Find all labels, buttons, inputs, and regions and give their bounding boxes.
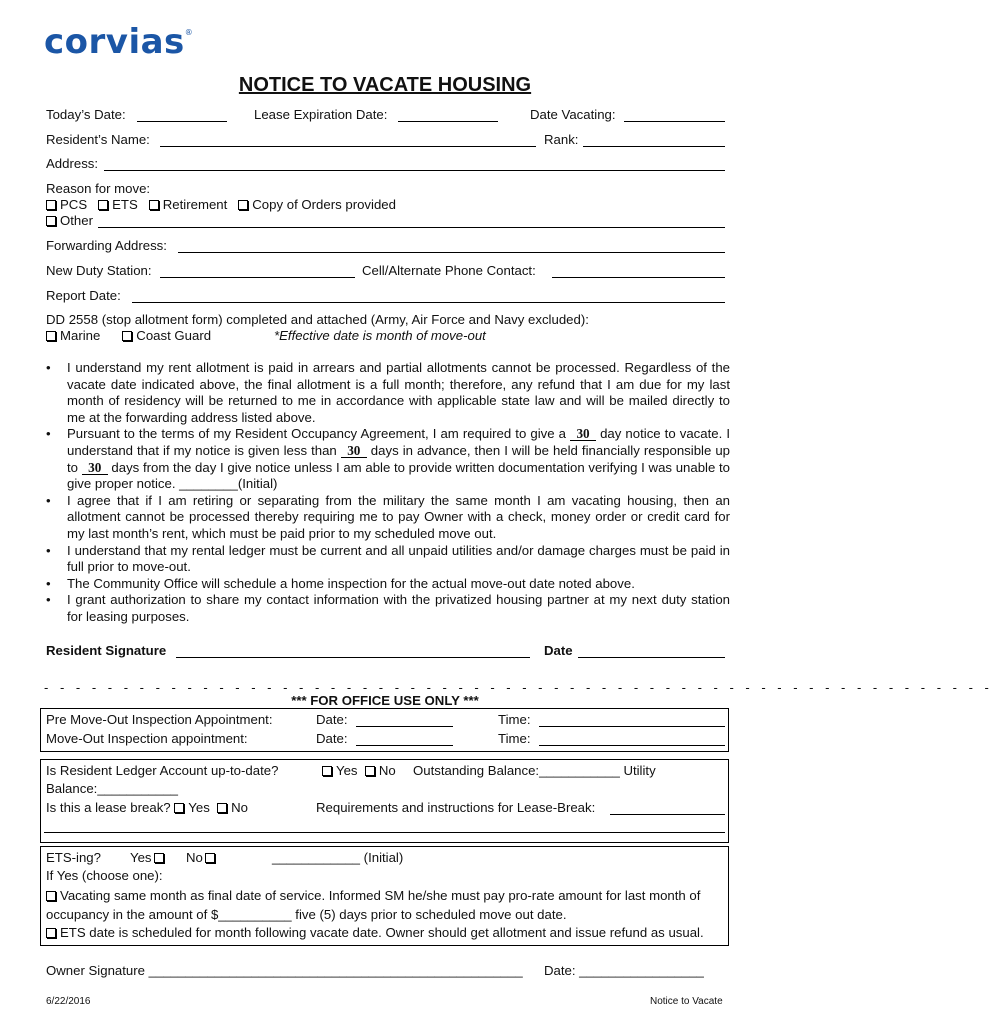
ets-no-option <box>186 850 219 865</box>
marine-label: Marine <box>60 328 101 343</box>
copy-orders-checkbox[interactable] <box>238 200 248 210</box>
terms-list <box>46 360 730 626</box>
resident-name-label: Resident’s Name: <box>46 132 150 147</box>
effective-note: *Effective date is month of move-out <box>274 328 486 343</box>
pre-moveout-label: Pre Move-Out Inspection Appointment: <box>46 712 273 727</box>
reason-options <box>46 197 396 212</box>
cut-line: - - - - - - - - - - - - - - - - - - - - - - - - - - - - - - - - - - - - - - - - - - - - - - - - - - - - - - - - - - - - <box>44 680 993 695</box>
moveout-date-label: Date: <box>316 731 348 746</box>
ets-no-checkbox[interactable] <box>205 853 215 863</box>
lease-break-no-label: No <box>231 800 248 815</box>
ledger-no-label: No <box>378 763 396 778</box>
owner-signature: Owner Signature ___________________________________________________ <box>46 963 523 978</box>
marine-checkbox[interactable] <box>46 331 56 341</box>
ets-option-2 <box>46 925 730 940</box>
signature-date-field[interactable] <box>578 657 725 658</box>
lease-break-requirements-field[interactable] <box>610 814 725 815</box>
moveout-label: Move-Out Inspection appointment: <box>46 731 248 746</box>
ets-ing-label: ETS-ing? <box>46 850 101 865</box>
cell-phone-label: Cell/Alternate Phone Contact: <box>362 263 536 278</box>
dd2558-options <box>46 328 211 343</box>
outstanding-balance: Outstanding Balance:___________ Utility <box>413 763 656 778</box>
ets-yes-option <box>130 850 168 865</box>
footer-title: Notice to Vacate <box>650 996 723 1007</box>
other-checkbox[interactable] <box>46 216 56 226</box>
lease-break-yes-checkbox[interactable] <box>174 803 184 813</box>
logo-text: corvias <box>44 22 185 62</box>
ets-option-2-text: ETS date is scheduled for month following vacate date. Owner should get allotment and issue refund as usual. <box>60 925 704 940</box>
footer-date: 6/22/2016 <box>46 996 91 1007</box>
ets-label: ETS <box>112 197 138 212</box>
dd2558-text: DD 2558 (stop allotment form) completed and attached (Army, Air Force and Navy excluded): <box>46 312 589 327</box>
reason-label: Reason for move: <box>46 181 151 196</box>
corvias-logo <box>44 22 193 62</box>
pre-moveout-time-field[interactable] <box>539 726 725 727</box>
cell-phone-field[interactable] <box>552 277 725 278</box>
address-label: Address: <box>46 156 99 171</box>
pre-moveout-date-label: Date: <box>316 712 348 727</box>
report-date-label: Report Date: <box>46 288 121 303</box>
date-vacating-label: Date Vacating: <box>530 107 616 122</box>
pcs-label: PCS <box>60 197 88 212</box>
responsible-days-value: 30 <box>82 462 108 475</box>
ets-yes-label: Yes <box>130 850 152 865</box>
owner-date: Date: _________________ <box>544 963 704 978</box>
resident-signature-label: Resident Signature <box>46 643 167 658</box>
term-ledger: • I understand that my rental ledger must be current and all unpaid utilities and/or damage charges must be paid in full prior to move-out. <box>46 543 730 576</box>
resident-signature-field[interactable] <box>176 657 530 658</box>
term-authorization: • I grant authorization to share my contact information with the privatized housing partner at my next duty station for leasing purposes. <box>46 592 730 625</box>
lease-break-requirements-line-2[interactable] <box>44 832 725 833</box>
other-option <box>46 213 93 228</box>
pcs-checkbox[interactable] <box>46 200 56 210</box>
todays-date-label: Today’s Date: <box>46 107 126 122</box>
ledger-yes-checkbox[interactable] <box>322 766 332 776</box>
todays-date-field[interactable] <box>137 121 227 122</box>
coast-guard-checkbox[interactable] <box>122 331 132 341</box>
notice-days-value: 30 <box>570 428 596 441</box>
ets-yes-checkbox[interactable] <box>154 853 164 863</box>
ledger-question: Is Resident Ledger Account up-to-date? <box>46 763 279 778</box>
new-duty-label: New Duty Station: <box>46 263 152 278</box>
report-date-field[interactable] <box>132 302 725 303</box>
ets-no-label: No <box>186 850 203 865</box>
moveout-time-label: Time: <box>498 731 531 746</box>
office-use-header: *** FOR OFFICE USE ONLY *** <box>291 693 479 708</box>
lease-break-yes-label: Yes <box>188 800 210 815</box>
new-duty-field[interactable] <box>160 277 355 278</box>
term-notice <box>46 426 730 492</box>
ets-option-1 <box>46 886 730 924</box>
ets-option-1-checkbox[interactable] <box>46 891 56 901</box>
moveout-date-field[interactable] <box>356 745 453 746</box>
ets-checkbox[interactable] <box>98 200 108 210</box>
other-label: Other <box>60 213 93 228</box>
utility-balance: Balance:___________ <box>46 781 178 796</box>
logo-trademark: ® <box>184 28 194 37</box>
copy-orders-label: Copy of Orders provided <box>252 197 396 212</box>
coast-guard-label: Coast Guard <box>136 328 212 343</box>
moveout-time-field[interactable] <box>539 745 725 746</box>
pre-moveout-date-field[interactable] <box>356 726 453 727</box>
address-field[interactable] <box>104 170 725 171</box>
lease-break-question: Is this a lease break? <box>46 800 171 815</box>
term-notice-text-3: days in advance, then I will be held financially responsible up to <box>67 442 730 475</box>
forwarding-field[interactable] <box>178 252 725 253</box>
term-notice-text-2: day notice to vacate. I understand that if my notice is given less than <box>67 426 730 458</box>
term-allotment: • I understand my rent allotment is paid in arrears and partial allotments cannot be processed. Regardless of the vacate date indicated above, the final allotment is a full month; therefore, any refund that I am due for my last month of residency will be returned to me in accordance with applicable state law and will be mailed directly to me at the forwarding address listed above. <box>46 360 730 426</box>
signature-date-label: Date <box>544 643 573 658</box>
lease-expiration-field[interactable] <box>398 121 498 122</box>
term-inspection: • The Community Office will schedule a home inspection for the actual move-out date noted above. <box>46 576 730 593</box>
term-retiring: • I agree that if I am retiring or separating from the military the same month I am vacating housing, then an allotment cannot be processed thereby requiring me to pay Owner with a check, money order or credit card for my last month’s rent, which must be paid prior to my scheduled move out. <box>46 493 730 543</box>
pre-moveout-time-label: Time: <box>498 712 531 727</box>
ets-initial: ____________ (Initial) <box>272 850 404 865</box>
ets-option-2-checkbox[interactable] <box>46 928 56 938</box>
advance-days-value: 30 <box>341 445 367 458</box>
forwarding-label: Forwarding Address: <box>46 238 167 253</box>
ledger-no-checkbox[interactable] <box>365 766 375 776</box>
term-notice-text-4: days from the day I give notice unless I am able to provide written documentation verifying I was unable to give proper notice. ________(Initial) <box>67 459 730 492</box>
term-notice-text-1: Pursuant to the terms of my Resident Occupancy Agreement, I am required to give a <box>67 426 571 442</box>
lease-expiration-label: Lease Expiration Date: <box>254 107 388 122</box>
other-field[interactable] <box>98 227 725 228</box>
ledger-options <box>322 763 396 778</box>
page-title: NOTICE TO VACATE HOUSING <box>238 74 532 96</box>
lease-break-row <box>46 800 248 815</box>
ledger-yes-label: Yes <box>336 763 358 778</box>
ets-option-1-text: Vacating same month as final date of service. Informed SM he/she must pay pro-rate amount for last month of occupancy in the amount of $__________ five (5) days prior to scheduled move out date. <box>46 888 701 922</box>
retirement-checkbox[interactable] <box>149 200 159 210</box>
retirement-label: Retirement <box>162 197 228 212</box>
lease-break-requirements-label: Requirements and instructions for Lease-Break: <box>316 800 596 815</box>
if-yes-label: If Yes (choose one): <box>46 868 163 883</box>
date-vacating-field[interactable] <box>624 121 725 122</box>
lease-break-no-checkbox[interactable] <box>217 803 227 813</box>
rank-label: Rank: <box>544 132 579 147</box>
resident-name-field[interactable] <box>160 146 536 147</box>
rank-field[interactable] <box>583 146 725 147</box>
